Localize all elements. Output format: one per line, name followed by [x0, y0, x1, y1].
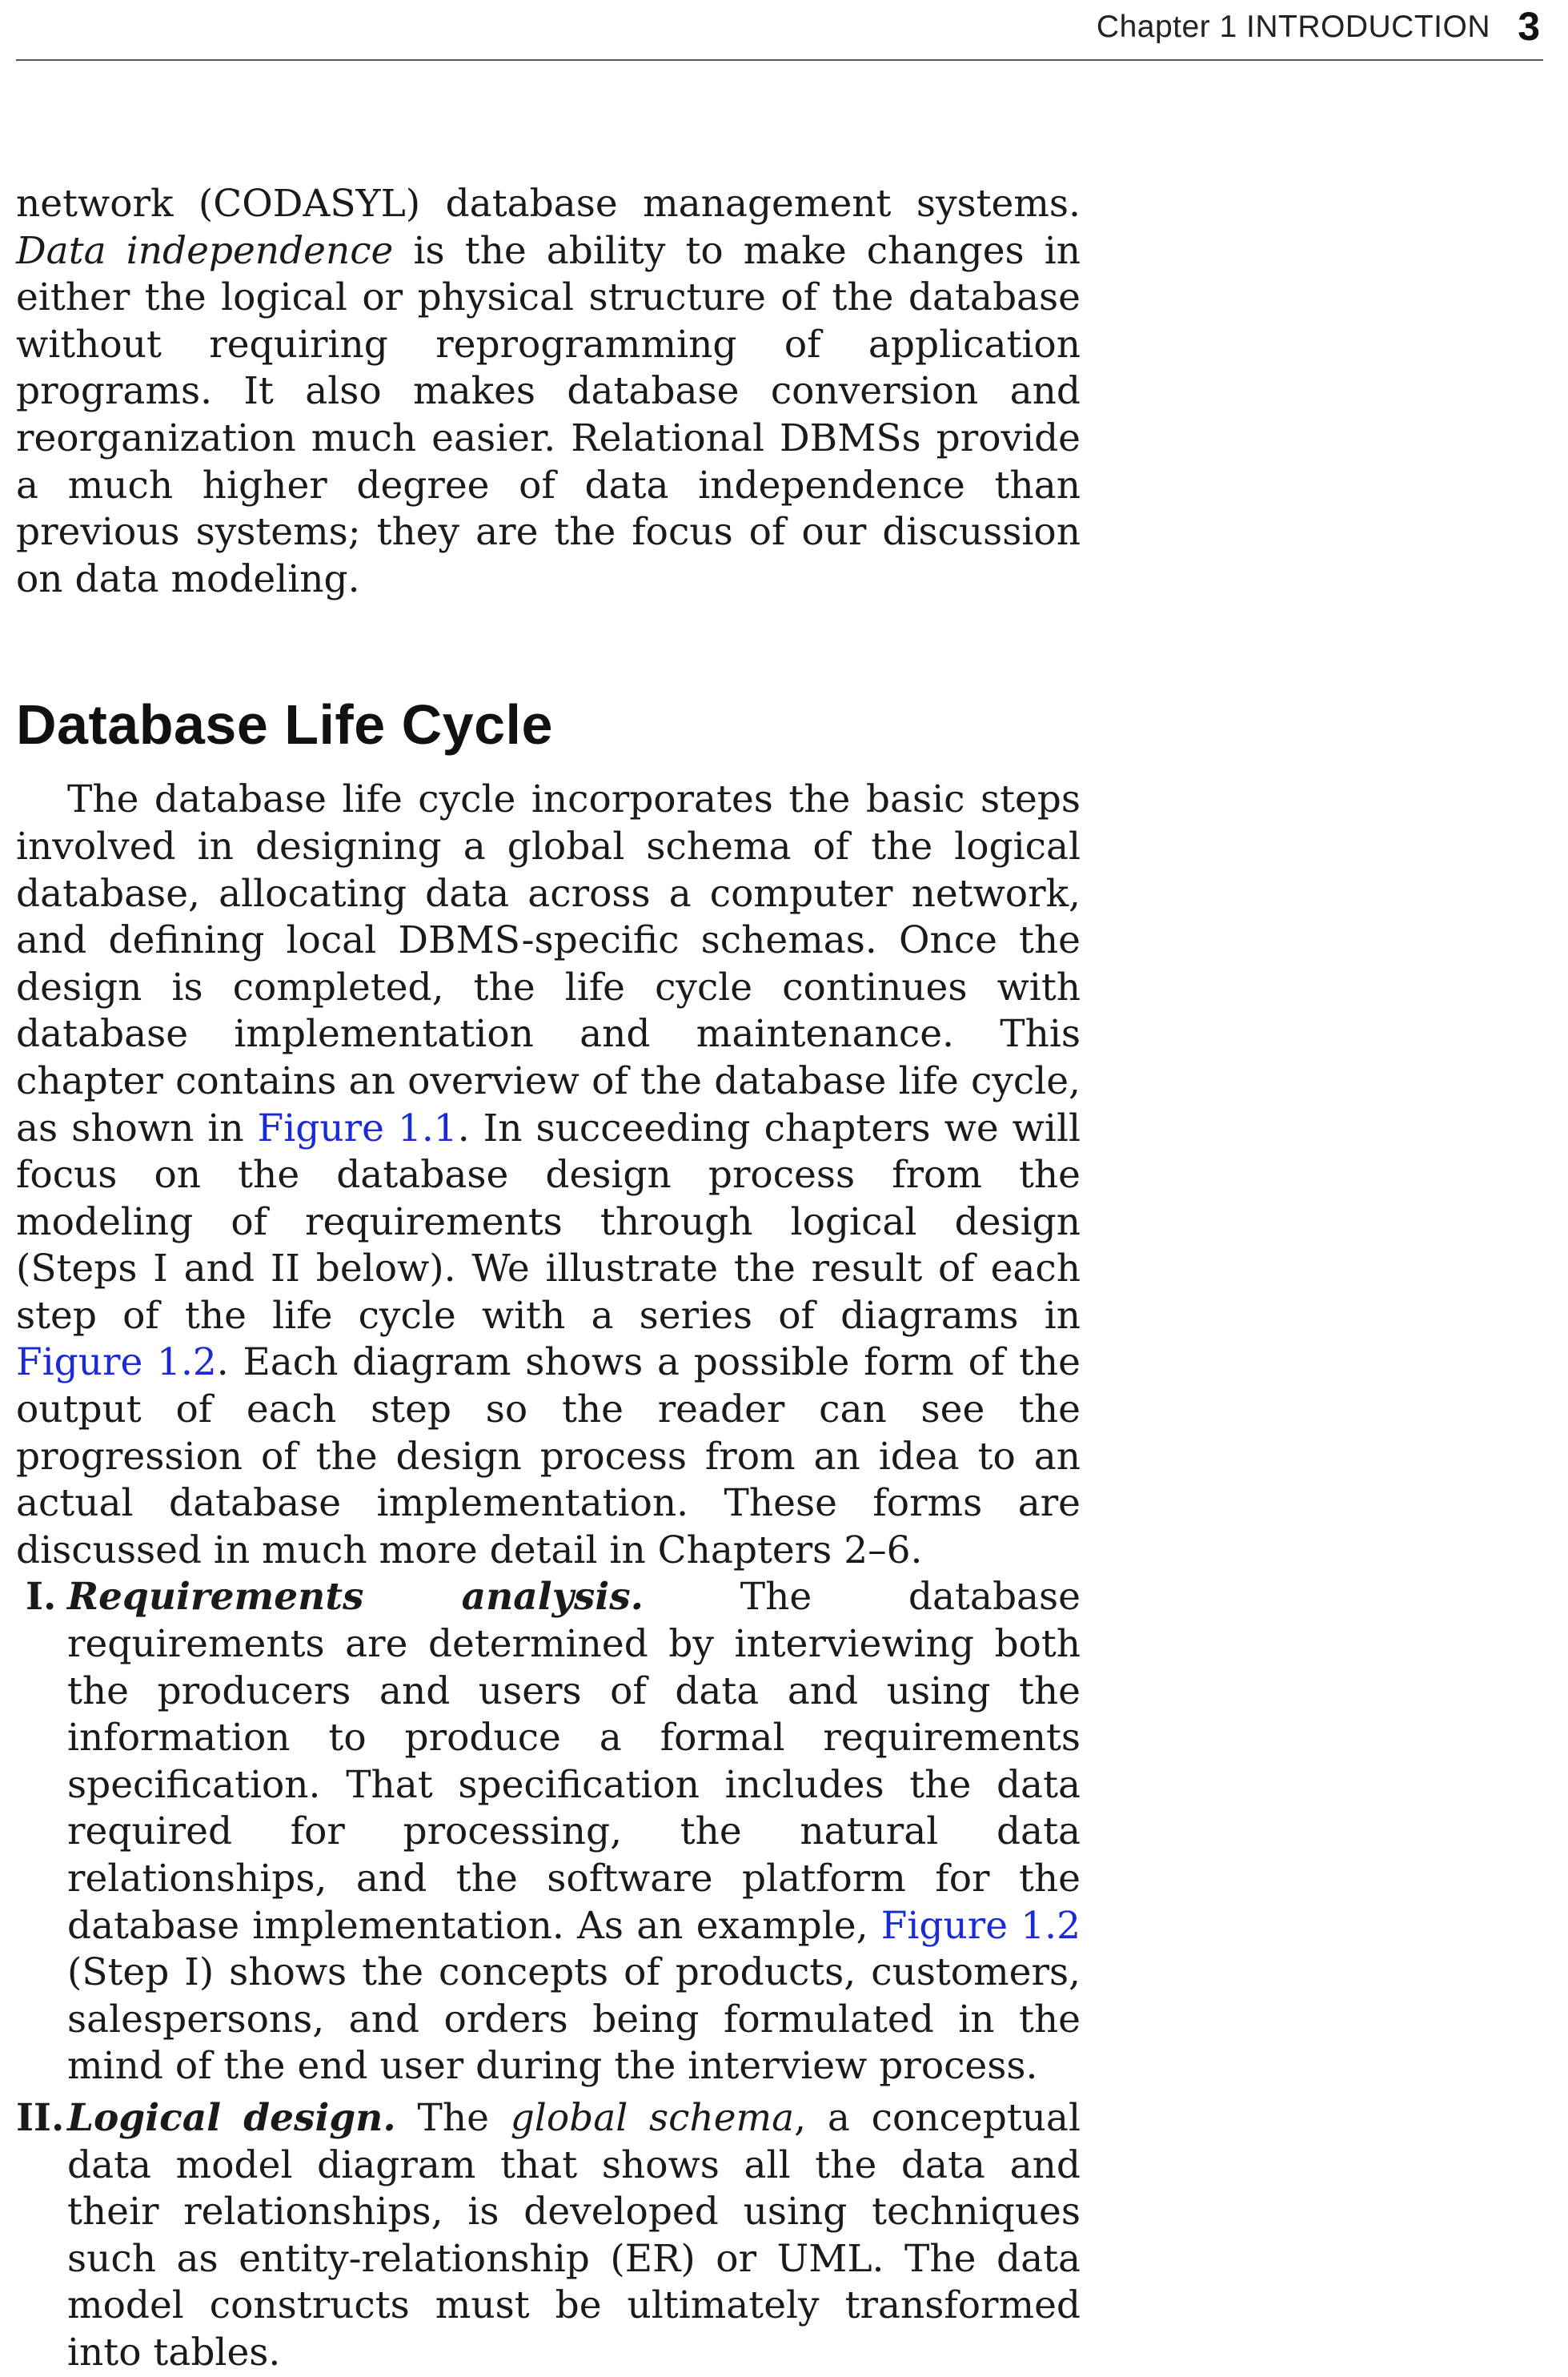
- text-run: The: [395, 2095, 511, 2140]
- life-cycle-steps-list: [16, 1574, 1081, 2376]
- figure-1-2-link[interactable]: Figure 1.2: [880, 1903, 1081, 1948]
- page-body: [16, 181, 1081, 2377]
- step-number: I.: [26, 1575, 57, 1620]
- text-run: is the ability to make changes in either the logical or physical structure of the database without requiring reprogramming of application programs. It also makes database conversion and reorganization much easier. Relational DBMSs provide a much higher degree of data independence than previous systems; they are the focus of our discussion on data modeling.: [16, 228, 1081, 601]
- step-1-text: [67, 1574, 1081, 2090]
- page-number: 3: [1518, 4, 1540, 49]
- text-run: . Each diagram shows a possible form of the output of each step so the reader can see the progression of the design process from an idea to an actual database implementation. These forms are discussed in much more detail in Chapters 2–6.: [16, 1340, 1081, 1572]
- running-head: [16, 0, 1543, 61]
- list-item-step-1: [16, 1574, 1081, 2090]
- text-run: , a conceptual data model diagram that shows all the data and their relationships, is developed using techniques such as entity-relationship (ER) or UML. The data model constructs must be ultimately transformed into tables.: [67, 2095, 1081, 2375]
- step-term: Logical design.: [67, 2095, 396, 2140]
- paragraph-life-cycle-intro: [16, 777, 1081, 1574]
- emphasis-term: Data independence: [16, 228, 394, 273]
- text-run: . In succeeding chapters we will focus on the database design process from the modeling of requirements through logical design (Steps I and II below). We illustrate the result of each step of the life cycle with a series of diagrams in: [16, 1106, 1081, 1338]
- text-run: (Step I) shows the concepts of products, customers, salespersons, and orders being formulated in the mind of the end user during the interview process.: [67, 1950, 1081, 2089]
- step-term: Requirements analysis.: [67, 1575, 644, 1620]
- running-head-title: Chapter 1 INTRODUCTION: [1096, 10, 1490, 44]
- step-number: II.: [16, 2095, 65, 2140]
- list-item-step-2: [16, 2095, 1081, 2377]
- step-2-text: [67, 2095, 1081, 2377]
- section-heading: Database Life Cycle: [16, 693, 553, 757]
- figure-1-2-link[interactable]: Figure 1.2: [16, 1340, 217, 1385]
- text-run: The database life cycle incorporates the basic steps involved in designing a global schema of the logical database, allocating data across a computer network, and defining local DBMS-specific schemas. Once the design is completed, the life cycle continues with database implementation and maintenance. This chapter contains an overview of the database life cycle, as shown in: [16, 777, 1081, 1150]
- paragraph-data-independence: [16, 181, 1081, 603]
- text-run: network (CODASYL) database management systems.: [16, 182, 1081, 226]
- text-run: The database requirements are determined by interviewing both the producers and users of data and using the information to produce a formal requirements specification. That specification includes the data required for processing, the natural data relationships, and the software platform for the database implementation. As an example,: [67, 1575, 1081, 1948]
- emphasis-term: global schema: [510, 2095, 795, 2140]
- figure-1-1-link[interactable]: Figure 1.1: [257, 1106, 458, 1150]
